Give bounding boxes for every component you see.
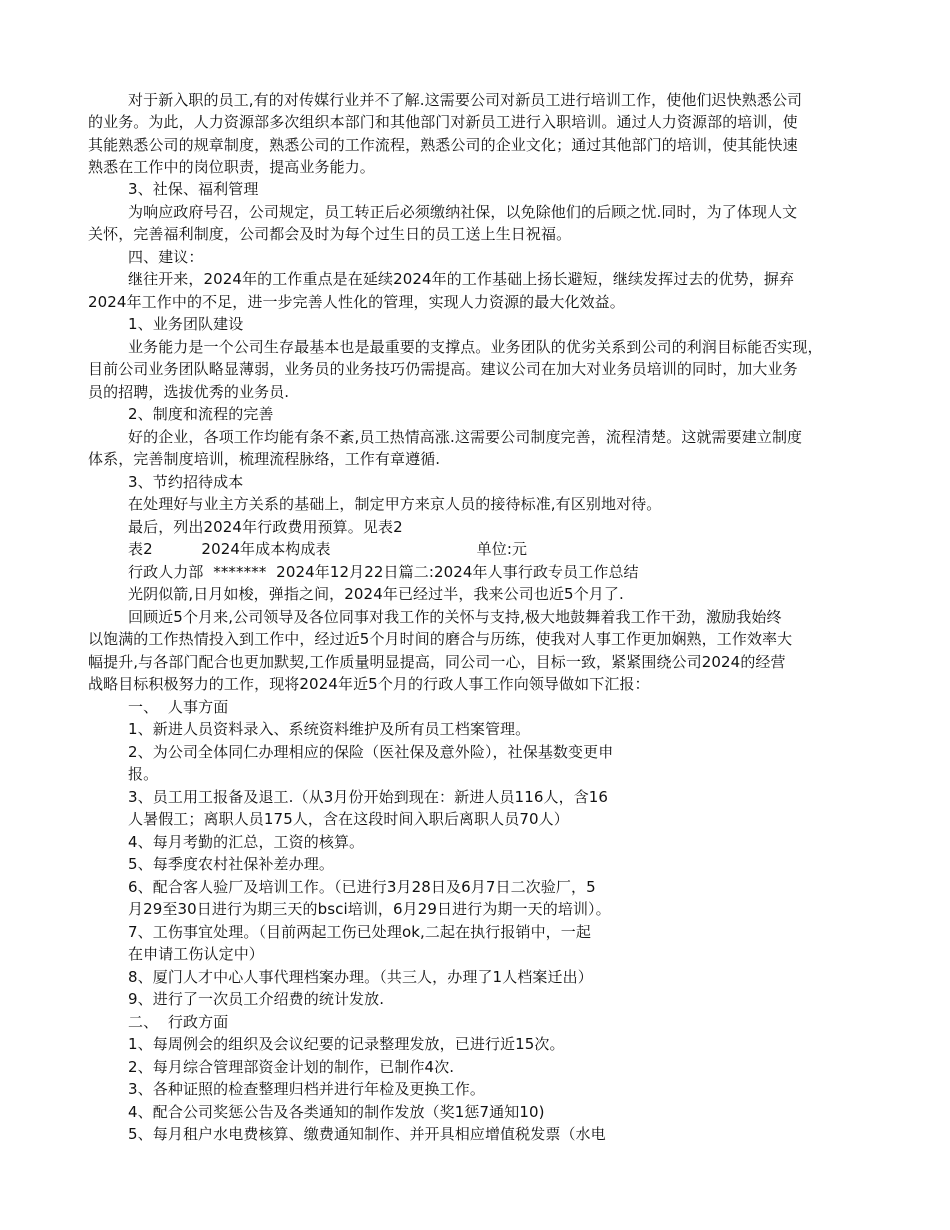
paragraph-line: 员的招聘，选拔优秀的业务员. (88, 383, 290, 401)
paragraph-line: 最后，列出2024年行政费用预算。见表2 (128, 518, 403, 536)
list-item: 3、各种证照的检查整理归档并进行年检及更换工作。 (128, 1080, 485, 1098)
signature-line: 行政人力部 ******* 2024年12月22日篇二:2024年人事行政专员工作总结 (128, 563, 639, 581)
paragraph-line: 为响应政府号召，公司规定，员工转正后必须缴纳社保，以免除他们的后顾之忧.同时，为了体现人文 (128, 203, 798, 221)
paragraph-line: 关怀，完善福利制度，公司都会及时为每个过生日的员工送上生日祝福。 (88, 225, 572, 243)
list-item: 9、进行了一次员工介绍费的统计发放. (128, 990, 385, 1008)
list-item: 6、配合客人验厂及培训工作。（已进行3月28日及6月7日二次验厂，5 (128, 878, 596, 896)
list-item: 7、工伤事宜处理。（目前两起工伤已处理ok,二起在执行报销中，一起 (128, 923, 591, 941)
paragraph-line: 光阴似箭,日月如梭，弹指之间，2024年已经过半，我来公司也近5个月了. (128, 585, 624, 603)
paragraph-line: 幅提升,与各部门配合也更加默契,工作质量明显提高，同公司一心，目标一致，紧紧围绕公司2024的经营 (88, 653, 786, 671)
table-caption: 表2 2024年成本构成表 单位:元 (128, 540, 528, 558)
list-item: 报。 (128, 765, 159, 783)
paragraph-line: 回顾近5个月来,公司领导及各位同事对我工作的关怀与支持,极大地鼓舞着我工作干劲，激励我始终 (128, 608, 782, 626)
paragraph-line: 熟悉在工作中的岗位职责，提高业务能力。 (88, 158, 375, 176)
section-heading: 3、社保、福利管理 (128, 180, 259, 198)
paragraph-line: 以饱满的工作热情投入到工作中，经过近5个月时间的磨合与历练，使我对人事工作更加娴熟，工作效率大 (88, 630, 793, 648)
paragraph-line: 在处理好与业主方关系的基础上，制定甲方来京人员的接待标准,有区别地对待。 (128, 495, 662, 513)
paragraph-line: 对于新入职的员工,有的对传媒行业并不了解.这需要公司对新员工进行培训工作，使他们迟快熟悉公司 (128, 91, 803, 109)
list-item: 在申请工伤认定中） (128, 945, 264, 963)
section-heading: 3、节约招待成本 (128, 473, 244, 491)
list-item: 4、配合公司奖惩公告及各类通知的制作发放（奖1惩7通知10) (128, 1103, 545, 1121)
list-item: 3、员工用工报备及退工.（从3月份开始到现在：新进人员116人，含16 (128, 788, 609, 806)
paragraph-line: 战略目标积极努力的工作，现将2024年近5个月的行政人事工作向领导做如下汇报： (88, 675, 650, 693)
paragraph-line: 业务能力是一个公司生存最基本也是最重要的支撑点。业务团队的优劣关系到公司的利润目标能否实现， (128, 338, 823, 356)
section-heading: 四、建议： (128, 248, 204, 266)
paragraph-line: 体系，完善制度培训，梳理流程脉络，工作有章遵循. (88, 450, 441, 468)
paragraph-line: 目前公司业务团队略显薄弱，业务员的业务技巧仍需提高。建议公司在加大对业务员培训的同时，加大业务 (88, 360, 798, 378)
section-heading: 2、制度和流程的完善 (128, 405, 274, 423)
section-heading: 一、 人事方面 (128, 698, 229, 716)
list-item: 2、为公司全体同仁办理相应的保险（医社保及意外险），社保基数变更申 (128, 743, 614, 761)
section-heading: 二、 行政方面 (128, 1013, 229, 1031)
list-item: 8、厦门人才中心人事代理档案办理。（共三人，办理了1人档案迁出） (128, 968, 593, 986)
list-item: 人暑假工；离职人员175人，含在这段时间入职后离职人员70人） (128, 810, 569, 828)
list-item: 2、每月综合管理部资金计划的制作，已制作4次. (128, 1058, 455, 1076)
list-item: 1、新进人员资料录入、系统资料维护及所有员工档案管理。 (128, 720, 531, 738)
list-item: 4、每月考勤的汇总，工资的核算。 (128, 833, 365, 851)
paragraph-line: 其能熟悉公司的规章制度，熟悉公司的工作流程，熟悉公司的企业文化；通过其他部门的培训，使其能快速 (88, 136, 798, 154)
paragraph-line: 好的企业，各项工作均能有条不紊,员工热情高涨.这需要公司制度完善，流程清楚。这就需要建立制度 (128, 428, 803, 446)
list-item: 1、每周例会的组织及会议纪要的记录整理发放，已进行近15次。 (128, 1035, 565, 1053)
paragraph-line: 继往开来，2024年的工作重点是在延续2024年的工作基础上扬长避短，继续发挥过去的优势，摒弃 (128, 270, 795, 288)
list-item: 5、每季度农村社保补差办理。 (128, 855, 334, 873)
section-heading: 1、业务团队建设 (128, 315, 244, 333)
paragraph-line: 2024年工作中的不足，进一步完善人性化的管理，实现人力资源的最大化效益。 (88, 293, 625, 311)
paragraph-line: 的业务。为此，人力资源部多次组织本部门和其他部门对新员工进行入职培训。通过人力资源部的培训，使 (88, 113, 798, 131)
list-item: 5、每月租户水电费核算、缴费通知制作、并开具相应增值税发票（水电 (128, 1125, 606, 1143)
list-item: 月29至30日进行为期三天的bsci培训，6月29日进行为期一天的培训）。 (128, 900, 611, 918)
